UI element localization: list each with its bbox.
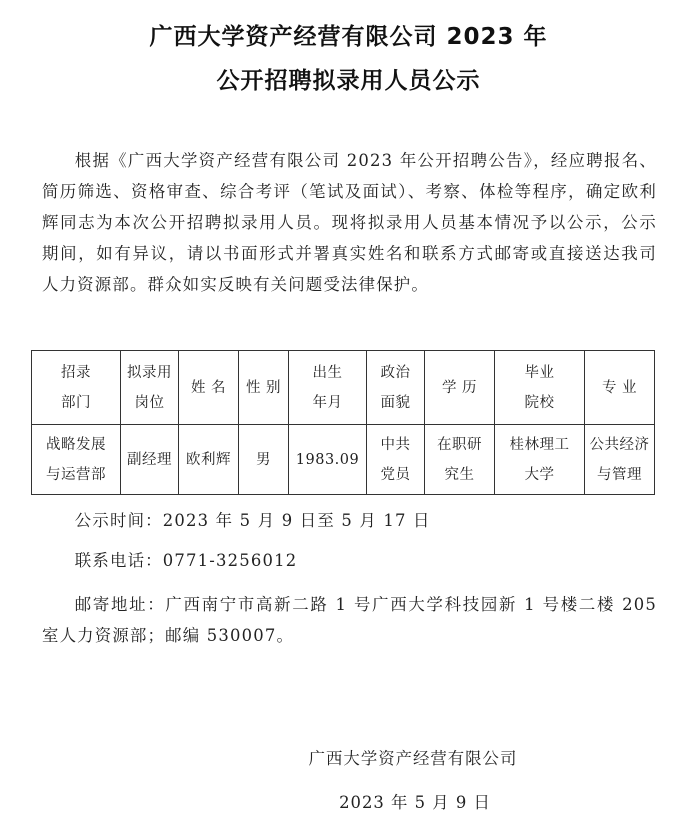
cell-name: 欧利辉 (179, 425, 239, 495)
cell-position: 副经理 (121, 425, 179, 495)
header-birth: 出生 年月 (289, 351, 367, 425)
cell-department: 战略发展 与运营部 (32, 425, 121, 495)
header-political-status: 政治 面貌 (367, 351, 425, 425)
cell-gender: 男 (239, 425, 289, 495)
intro-paragraph: 根据《广西大学资产经营有限公司 2023 年公开招聘公告》，经应聘报名、简历筛选、资格审查、综合考评（笔试及面试）、考察、体检等程序，确定欧利辉同志为本次公开招聘拟录用人员。现将拟录用人员基本情况予以公示，公示期间，如有异议，请以书面形式并署真实姓名和联系方式邮寄或直接送达我司人力资源部。群众如实反映有关问题受法律保护。 (42, 151, 657, 294)
header-gender: 性 别 (239, 351, 289, 425)
header-major: 专 业 (585, 351, 655, 425)
header-name: 姓 名 (179, 351, 239, 425)
table-row (32, 425, 655, 495)
header-education: 学 历 (425, 351, 495, 425)
publicity-period: 公示时间：2023 年 5 月 9 日至 5 月 17 日 (74, 511, 431, 530)
cell-education: 在职研 究生 (425, 425, 495, 495)
header-department: 招录 部门 (32, 351, 121, 425)
header-school: 毕业 院校 (495, 351, 585, 425)
signature-date: 2023 年 5 月 9 日 (339, 793, 491, 812)
cell-school: 桂林理工 大学 (495, 425, 585, 495)
signature-organization: 广西大学资产经营有限公司 (308, 749, 518, 768)
cell-birth: 1983.09 (289, 425, 367, 495)
document-title-line2: 公开招聘拟录用人员公示 (216, 68, 481, 94)
document-title-line1: 广西大学资产经营有限公司 2023 年 (149, 24, 548, 50)
contact-phone: 联系电话：0771-3256012 (74, 551, 298, 570)
cell-political-status: 中共 党员 (367, 425, 425, 495)
candidate-table (31, 350, 655, 495)
cell-major: 公共经济 与管理 (585, 425, 655, 495)
mailing-address: 邮寄地址：广西南宁市高新二路 1 号广西大学科技园新 1 号楼二楼 205 室人力资源部；邮编 530007。 (42, 595, 657, 645)
header-position: 拟录用 岗位 (121, 351, 179, 425)
table-header-row (32, 351, 655, 425)
